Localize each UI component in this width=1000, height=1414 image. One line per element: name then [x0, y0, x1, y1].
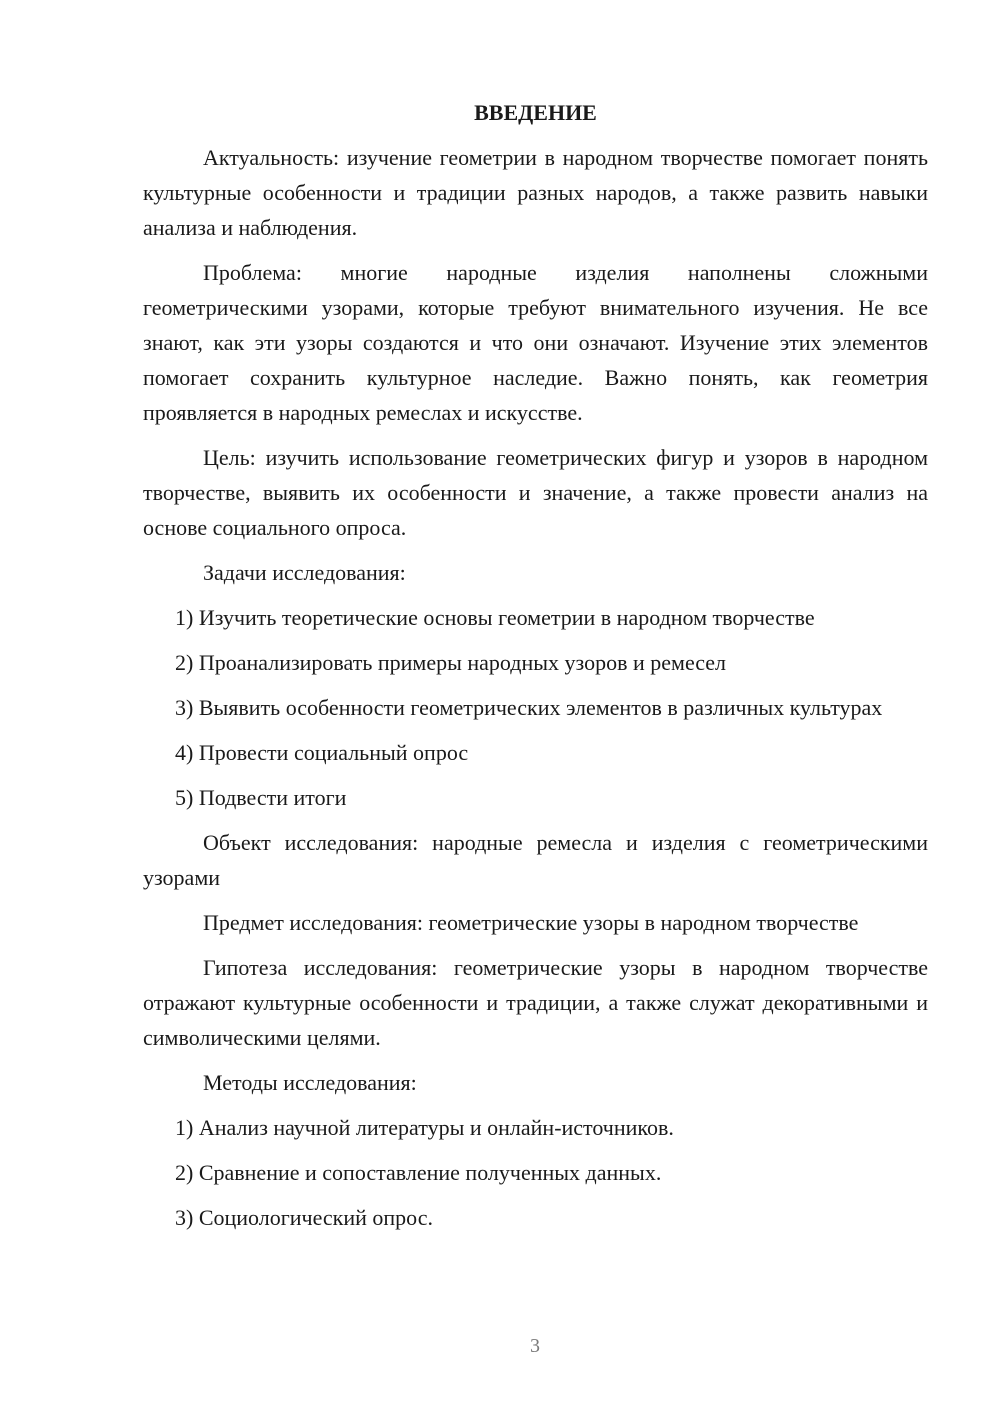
task-item: 1) Изучить теоретические основы геометрии в народном творчестве: [175, 605, 815, 630]
task-item: 4) Провести социальный опрос: [175, 740, 469, 765]
task-item: 2) Проанализировать примеры народных узоров и ремесел: [175, 650, 727, 675]
method-item: 2) Сравнение и сопоставление полученных данных.: [175, 1160, 662, 1185]
task-item: 3) Выявить особенности геометрических элементов в различных культурах: [175, 695, 883, 720]
page-title: ВВЕДЕНИЕ: [474, 100, 597, 125]
object-paragraph: Объект исследования: народные ремесла и изделия с геометрическими узорами: [143, 830, 928, 890]
page-content: [143, 95, 928, 1245]
goal-paragraph: Цель: изучить использование геометрических фигур и узоров в народном творчестве, выявить их особенности и значение, а также провести анализ на основе социального опроса.: [143, 445, 928, 540]
methods-heading: Методы исследования:: [203, 1070, 417, 1095]
tasks-heading: Задачи исследования:: [203, 560, 406, 585]
method-item: 1) Анализ научной литературы и онлайн-источников.: [175, 1115, 674, 1140]
task-item: 5) Подвести итоги: [175, 785, 347, 810]
relevance-paragraph: Актуальность: изучение геометрии в народном творчестве помогает понять культурные особенности и традиции разных народов, а также развить навыки анализа и наблюдения.: [143, 145, 928, 240]
method-item: 3) Социологический опрос.: [175, 1205, 433, 1230]
problem-paragraph: Проблема: многие народные изделия наполнены сложными геометрическими узорами, которые требуют внимательного изучения. Не все знают, как эти узоры создаются и что они означают. Изучение этих элементов помогает сохранить культурное наследие. Важно понять, как геометрия проявляется в народных ремеслах и искусстве.: [143, 260, 928, 425]
hypothesis-paragraph: Гипотеза исследования: геометрические узоры в народном творчестве отражают культурные особенности и традиции, а также служат декоративными и символическими целями.: [143, 955, 928, 1050]
subject-paragraph: Предмет исследования: геометрические узоры в народном творчестве: [203, 910, 859, 935]
page-number: 3: [530, 1335, 540, 1357]
